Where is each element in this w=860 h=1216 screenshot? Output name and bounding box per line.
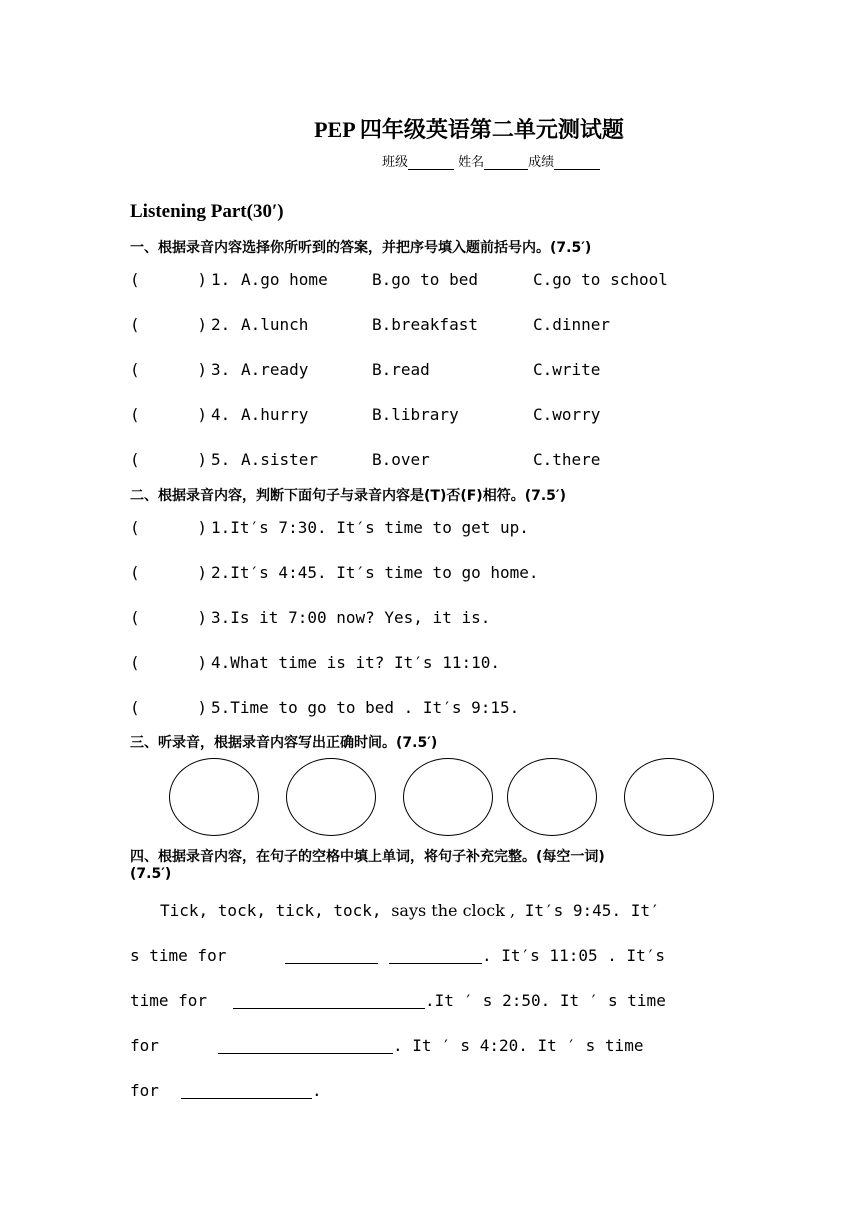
passage-text: Tick, tock, tick, tock, — [160, 901, 392, 920]
passage-text: says the clock , — [391, 901, 516, 920]
option-c: C.write — [533, 360, 601, 379]
fill-blank[interactable] — [389, 948, 482, 964]
name-blank[interactable] — [484, 155, 528, 170]
option-b: B.over — [372, 450, 430, 469]
passage-text: .It ′ s 2:50. It ′ s time — [425, 991, 666, 1010]
passage-text: . — [312, 1081, 322, 1100]
item-number: 5. — [211, 450, 231, 469]
time-answer-circle[interactable] — [624, 758, 714, 836]
answer-paren[interactable]: ( ) — [130, 698, 208, 717]
score-label: 成绩 — [528, 155, 555, 170]
item-number: 4. — [211, 405, 231, 424]
passage-line-1 — [160, 901, 660, 920]
answer-paren[interactable]: ( ) — [130, 405, 208, 424]
class-label: 班级 — [382, 155, 409, 170]
listening-heading: Listening Part(30′) — [130, 201, 284, 222]
answer-paren[interactable]: ( ) — [130, 653, 208, 672]
page-title: PEP 四年级英语第二单元测试题 — [314, 117, 624, 142]
statement: 3.Is it 7:00 now? Yes, it is. — [211, 608, 491, 627]
option-b: B.go to bed — [372, 270, 478, 289]
fill-blank[interactable] — [285, 948, 378, 964]
passage-line-4 — [130, 1036, 159, 1055]
student-info — [382, 151, 600, 170]
passage-text: time for — [130, 991, 208, 1010]
item-number: 1. — [211, 270, 231, 289]
passage-line-3 — [130, 991, 207, 1010]
answer-paren[interactable]: ( ) — [130, 608, 208, 627]
time-answer-circle[interactable] — [403, 758, 493, 836]
time-answer-circle[interactable] — [169, 758, 259, 836]
passage-line-2 — [130, 946, 226, 965]
option-a: A.lunch — [241, 315, 309, 334]
section4-heading-points: (7.5′) — [130, 866, 172, 882]
passage-text: for — [130, 1036, 159, 1055]
option-c: C.dinner — [533, 315, 611, 334]
statement: 2.It′s 4:45. It′s time to go home. — [211, 563, 539, 582]
passage-text: for — [130, 1081, 159, 1100]
passage-text: . It′s 11:05 . It′s — [482, 946, 666, 965]
passage-text: . It ′ s 4:20. It ′ s time — [393, 1036, 644, 1055]
fill-blank[interactable] — [218, 1038, 393, 1054]
answer-paren[interactable]: ( ) — [130, 450, 208, 469]
name-label: 姓名 — [458, 155, 485, 170]
option-c: C.worry — [533, 405, 601, 424]
score-blank[interactable] — [554, 155, 600, 170]
item-number: 3. — [211, 360, 231, 379]
class-blank[interactable] — [408, 155, 454, 170]
fill-blank[interactable] — [233, 993, 425, 1009]
option-a: A.ready — [241, 360, 309, 379]
statement: 4.What time is it? It′s 11:10. — [211, 653, 500, 672]
time-answer-circle[interactable] — [286, 758, 376, 836]
section3-heading: 三、听录音，根据录音内容写出正确时间。(7.5′) — [130, 735, 438, 751]
option-a: A.go home — [241, 270, 328, 289]
statement: 1.It′s 7:30. It′s time to get up. — [211, 518, 529, 537]
passage-text: It′s 9:45. It′ — [515, 901, 660, 920]
passage-text: s time for — [130, 946, 227, 965]
option-a: A.hurry — [241, 405, 309, 424]
item-number: 2. — [211, 315, 231, 334]
option-c: C.there — [533, 450, 601, 469]
section4-heading: 四、根据录音内容，在句子的空格中填上单词，将句子补充完整。(每空一词) — [130, 849, 605, 865]
option-b: B.read — [372, 360, 430, 379]
answer-paren[interactable]: ( ) — [130, 518, 208, 537]
option-c: C.go to school — [533, 270, 668, 289]
answer-paren[interactable]: ( ) — [130, 315, 208, 334]
option-a: A.sister — [241, 450, 319, 469]
time-answer-circle[interactable] — [507, 758, 597, 836]
section1-heading: 一、根据录音内容选择你所听到的答案，并把序号填入题前括号内。(7.5′) — [130, 240, 592, 256]
passage-line-5 — [130, 1081, 159, 1100]
section2-heading: 二、根据录音内容，判断下面句子与录音内容是(T)否(F)相符。(7.5′) — [130, 488, 566, 504]
fill-blank[interactable] — [181, 1083, 312, 1099]
answer-paren[interactable]: ( ) — [130, 270, 208, 289]
option-b: B.library — [372, 405, 459, 424]
answer-paren[interactable]: ( ) — [130, 360, 208, 379]
statement: 5.Time to go to bed . It′s 9:15. — [211, 698, 520, 717]
option-b: B.breakfast — [372, 315, 478, 334]
answer-paren[interactable]: ( ) — [130, 563, 208, 582]
